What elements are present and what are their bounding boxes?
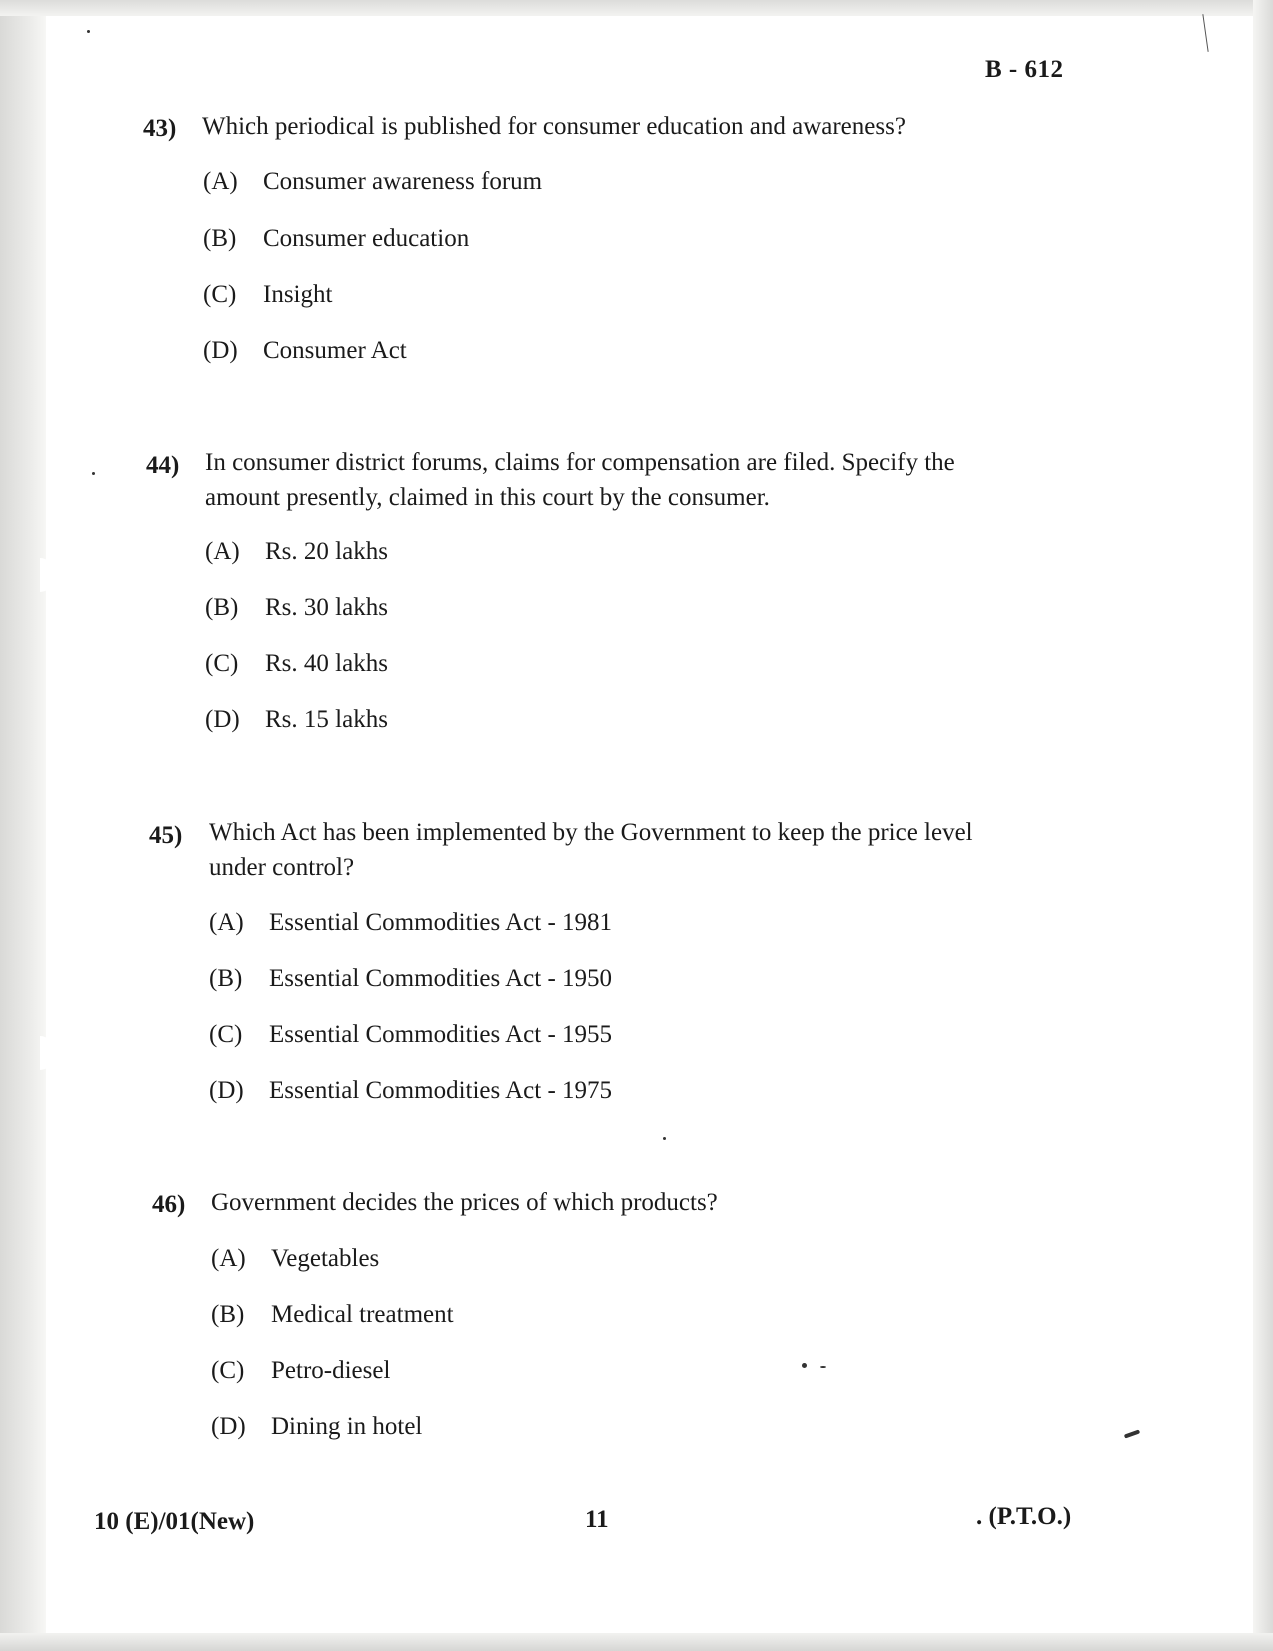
option-text: Consumer awareness forum bbox=[263, 168, 543, 195]
option-text: Essential Commodities Act - 1950 bbox=[269, 965, 613, 992]
paper-code: B - 612 bbox=[985, 56, 1064, 83]
scan-speck bbox=[87, 30, 90, 33]
option-letter: (B) bbox=[205, 594, 239, 621]
option-a[interactable] bbox=[203, 168, 542, 196]
option-letter: (D) bbox=[203, 337, 238, 364]
scan-shadow-top bbox=[0, 0, 1273, 16]
option-c[interactable] bbox=[211, 1357, 390, 1385]
option-letter: (A) bbox=[211, 1245, 246, 1272]
question-number: 46) bbox=[152, 1191, 186, 1218]
option-letter: (D) bbox=[205, 706, 240, 733]
option-text: Petro-diesel bbox=[271, 1357, 391, 1384]
option-text: Rs. 40 lakhs bbox=[265, 650, 388, 677]
option-d[interactable] bbox=[209, 1077, 612, 1105]
option-letter: (D) bbox=[211, 1413, 246, 1440]
option-text: Insight bbox=[263, 281, 333, 308]
option-letter: (C) bbox=[205, 650, 239, 677]
option-letter: (D) bbox=[209, 1077, 244, 1104]
option-b[interactable] bbox=[211, 1301, 454, 1329]
scan-mark bbox=[1202, 14, 1208, 52]
question-text: In consumer district forums, claims for compensation are filed. Specify the amount presently, claimed in this court by the consumer. bbox=[205, 449, 955, 511]
option-d[interactable] bbox=[205, 706, 388, 734]
option-text: Medical treatment bbox=[271, 1301, 454, 1328]
scan-speck bbox=[802, 1363, 807, 1368]
question-text: Which periodical is published for consumer education and awareness? bbox=[202, 113, 906, 140]
option-b[interactable] bbox=[203, 225, 469, 253]
option-letter: (A) bbox=[205, 538, 240, 565]
option-letter: (C) bbox=[209, 1021, 243, 1048]
option-a[interactable] bbox=[205, 538, 388, 566]
pto-label: . (P.T.O.) bbox=[976, 1503, 1072, 1530]
option-letter: (B) bbox=[209, 965, 243, 992]
scan-shadow-left bbox=[0, 0, 46, 1651]
option-text: Consumer Act bbox=[263, 337, 407, 364]
scan-speck bbox=[820, 1366, 826, 1368]
question-text: Which Act has been implemented by the Government to keep the price level under control? bbox=[209, 819, 973, 881]
option-text: Dining in hotel bbox=[271, 1413, 423, 1440]
question-number: 44) bbox=[146, 452, 180, 479]
option-b[interactable] bbox=[205, 594, 388, 622]
option-c[interactable] bbox=[203, 281, 332, 309]
option-letter: (B) bbox=[203, 225, 237, 252]
option-text: Consumer education bbox=[263, 225, 470, 252]
option-text: Rs. 20 lakhs bbox=[265, 538, 388, 565]
option-text: Vegetables bbox=[271, 1245, 380, 1272]
option-d[interactable] bbox=[211, 1413, 422, 1441]
option-text: Rs. 15 lakhs bbox=[265, 706, 388, 733]
punch-notch bbox=[40, 558, 54, 592]
scan-shadow-bottom bbox=[0, 1633, 1273, 1651]
option-b[interactable] bbox=[209, 965, 612, 993]
option-a[interactable] bbox=[209, 909, 612, 937]
option-letter: (C) bbox=[203, 281, 237, 308]
option-a[interactable] bbox=[211, 1245, 379, 1273]
option-text: Essential Commodities Act - 1955 bbox=[269, 1021, 613, 1048]
scan-shadow-right bbox=[1253, 0, 1273, 1651]
page-number: 11 bbox=[585, 1506, 609, 1533]
scan-speck bbox=[663, 1137, 666, 1140]
scan-speck bbox=[92, 472, 95, 475]
option-text: Rs. 30 lakhs bbox=[265, 594, 388, 621]
footer-code: 10 (E)/01(New) bbox=[94, 1508, 255, 1535]
option-d[interactable] bbox=[203, 337, 407, 365]
option-letter: (C) bbox=[211, 1357, 245, 1384]
option-text: Essential Commodities Act - 1981 bbox=[269, 909, 613, 936]
question-text: Government decides the prices of which products? bbox=[211, 1189, 718, 1216]
scan-speck bbox=[1124, 1429, 1140, 1438]
option-letter: (B) bbox=[211, 1301, 245, 1328]
option-c[interactable] bbox=[205, 650, 388, 678]
option-letter: (A) bbox=[203, 168, 238, 195]
question-number: 43) bbox=[143, 115, 177, 142]
question-number: 45) bbox=[149, 822, 183, 849]
punch-notch bbox=[40, 1036, 54, 1070]
option-letter: (A) bbox=[209, 909, 244, 936]
option-c[interactable] bbox=[209, 1021, 612, 1049]
option-text: Essential Commodities Act - 1975 bbox=[269, 1077, 613, 1104]
